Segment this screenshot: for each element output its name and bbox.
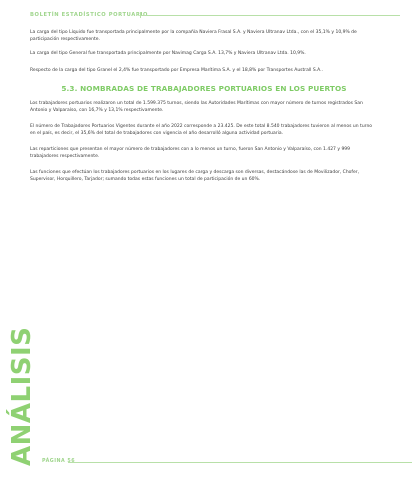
paragraph-worker-functions: Las funciones que efectúan los trabajadores portuarios en los lugares de carga y descarga son diversas, destacándose las de Movilizador, Chofer, Supervisor, Horquillero, Tarjador; sumando todas estas funciones un total de participación de un 60%.: [30, 170, 360, 182]
paragraph-liquid-cargo: La carga del tipo Líquido fue transportada principalmente por la compañía Naviera Frasal S.A. y Naviera Ultranav Ltda., con el 35,1% y 10,9% de participación respectivamente.: [30, 30, 357, 42]
page-number: PÁGINA 56: [42, 459, 76, 464]
footer-rule: [68, 462, 412, 463]
side-section-label: ANÁLISIS: [7, 326, 37, 466]
header-title: BOLETÍN ESTADÍSTICO PORTUARIO: [30, 12, 149, 18]
section-title: 5.3. NOMBRADAS DE TRABAJADORES PORTUARIOS EN LOS PUERTOS: [61, 84, 347, 94]
paragraph-general-cargo: La carga del tipo General fue transportada principalmente por Navimag Carga S.A. 13,7% y Naviera Ultranav Ltda. 10,9%.: [30, 51, 306, 57]
paragraph-active-workers: El número de Trabajadores Portuarios Vigentes durante el año 2022 corresponde a 23.425. De este total 8.540 trabajadores tuvieron al menos un turno en el país, es decir, el 35,6% del total de trabajadores con vigencia el año desarrolló alguna actividad portuaria.: [30, 124, 373, 136]
paragraph-bulk-cargo: Respecto de la carga del tipo Granel el 2,4% fue transportado por Empresa Marítima S.A. y el 18,8% por Transportes Australl S.A..: [30, 67, 323, 73]
paragraph-workers-by-office: Las reparticiones que presentan el mayor número de trabajadores con a lo menos un turno, fueron San Antonio y Valparaíso, con 1.427 y 999 trabajadores respectivamente.: [30, 147, 351, 159]
main-content: [30, 30, 378, 193]
page-header: [20, 11, 400, 23]
paragraph-total-shifts: Los trabajadores portuarios realizaron un total de 1.599.375 turnos, siendo las Autoridades Marítimas con mayor número de turnos registrados San Antonio y Valparaíso, con 16,7% y 13,1% respectivamente.: [30, 101, 363, 114]
header-rule: [140, 15, 400, 16]
